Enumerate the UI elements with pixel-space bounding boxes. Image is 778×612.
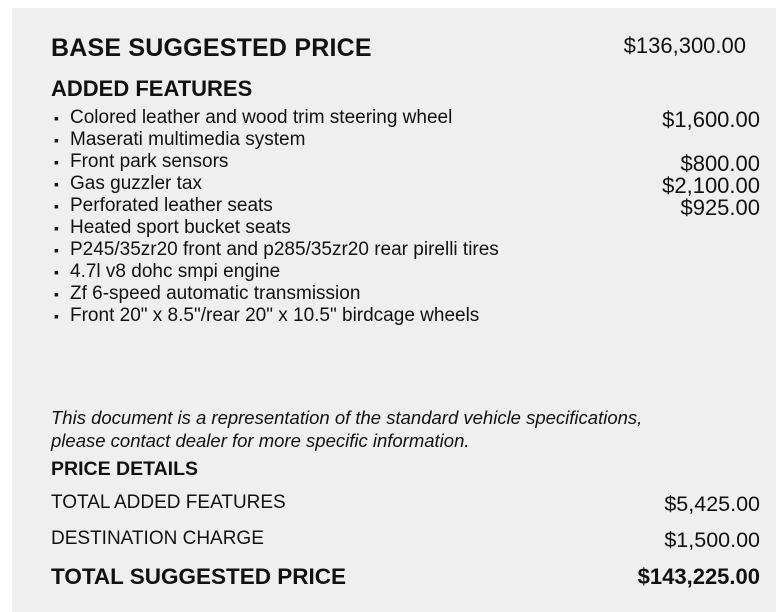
feature-item — [51, 108, 760, 130]
feature-item — [51, 218, 760, 240]
feature-label: 4.7l v8 dohc smpi engine — [70, 261, 281, 282]
feature-label: Perforated leather seats — [70, 195, 273, 216]
feature-label: Zf 6-speed automatic transmission — [70, 283, 361, 304]
disclaimer-line: This document is a representation of the standard vehicle specifications, — [51, 407, 643, 428]
feature-item — [51, 240, 760, 262]
bullet-icon: ▪ — [54, 110, 59, 126]
base-price-value: $136,300.00 — [623, 33, 746, 58]
bullet-icon: ▪ — [54, 132, 59, 148]
feature-label: Colored leather and wood trim steering wheel — [70, 107, 453, 128]
disclaimer-line: please contact dealer for more specific information. — [51, 430, 470, 451]
feature-item — [51, 306, 760, 328]
feature-label: Maserati multimedia system — [70, 129, 306, 150]
price-details-heading: PRICE DETAILS — [51, 458, 198, 480]
bullet-icon: ▪ — [54, 242, 59, 258]
bullet-icon: ▪ — [54, 154, 59, 170]
feature-price: $2,100.00 — [662, 173, 760, 198]
feature-label: Front 20" x 8.5"/rear 20" x 10.5" birdcage wheels — [70, 305, 480, 326]
total-added-features-label: TOTAL ADDED FEATURES — [51, 492, 286, 513]
feature-label: Gas guzzler tax — [70, 173, 202, 194]
feature-price: $1,600.00 — [662, 107, 760, 132]
feature-label: Heated sport bucket seats — [70, 217, 291, 238]
total-suggested-price-label: TOTAL SUGGESTED PRICE — [51, 564, 347, 589]
bullet-icon: ▪ — [54, 264, 59, 280]
added-features-heading: ADDED FEATURES — [51, 76, 253, 101]
bullet-icon: ▪ — [54, 198, 59, 214]
price-sheet — [12, 8, 776, 612]
feature-item — [51, 130, 760, 152]
bullet-icon: ▪ — [54, 286, 59, 302]
destination-charge-value: $1,500.00 — [664, 528, 760, 552]
added-features-list — [51, 108, 760, 328]
feature-price: $800.00 — [680, 151, 760, 176]
feature-item — [51, 284, 760, 306]
feature-item — [51, 262, 760, 284]
feature-label: P245/35zr20 front and p285/35zr20 rear pirelli tires — [70, 239, 499, 260]
bullet-icon: ▪ — [54, 308, 59, 324]
feature-label: Front park sensors — [70, 151, 229, 172]
disclaimer-text — [51, 406, 642, 452]
feature-price: $925.00 — [680, 195, 760, 220]
total-added-features-value: $5,425.00 — [664, 492, 760, 516]
bullet-icon: ▪ — [54, 220, 59, 236]
total-suggested-price-value: $143,225.00 — [637, 564, 760, 589]
feature-item — [51, 152, 760, 174]
feature-item — [51, 174, 760, 196]
base-price-label: BASE SUGGESTED PRICE — [51, 34, 372, 62]
feature-item — [51, 196, 760, 218]
bullet-icon: ▪ — [54, 176, 59, 192]
destination-charge-label: DESTINATION CHARGE — [51, 528, 264, 549]
